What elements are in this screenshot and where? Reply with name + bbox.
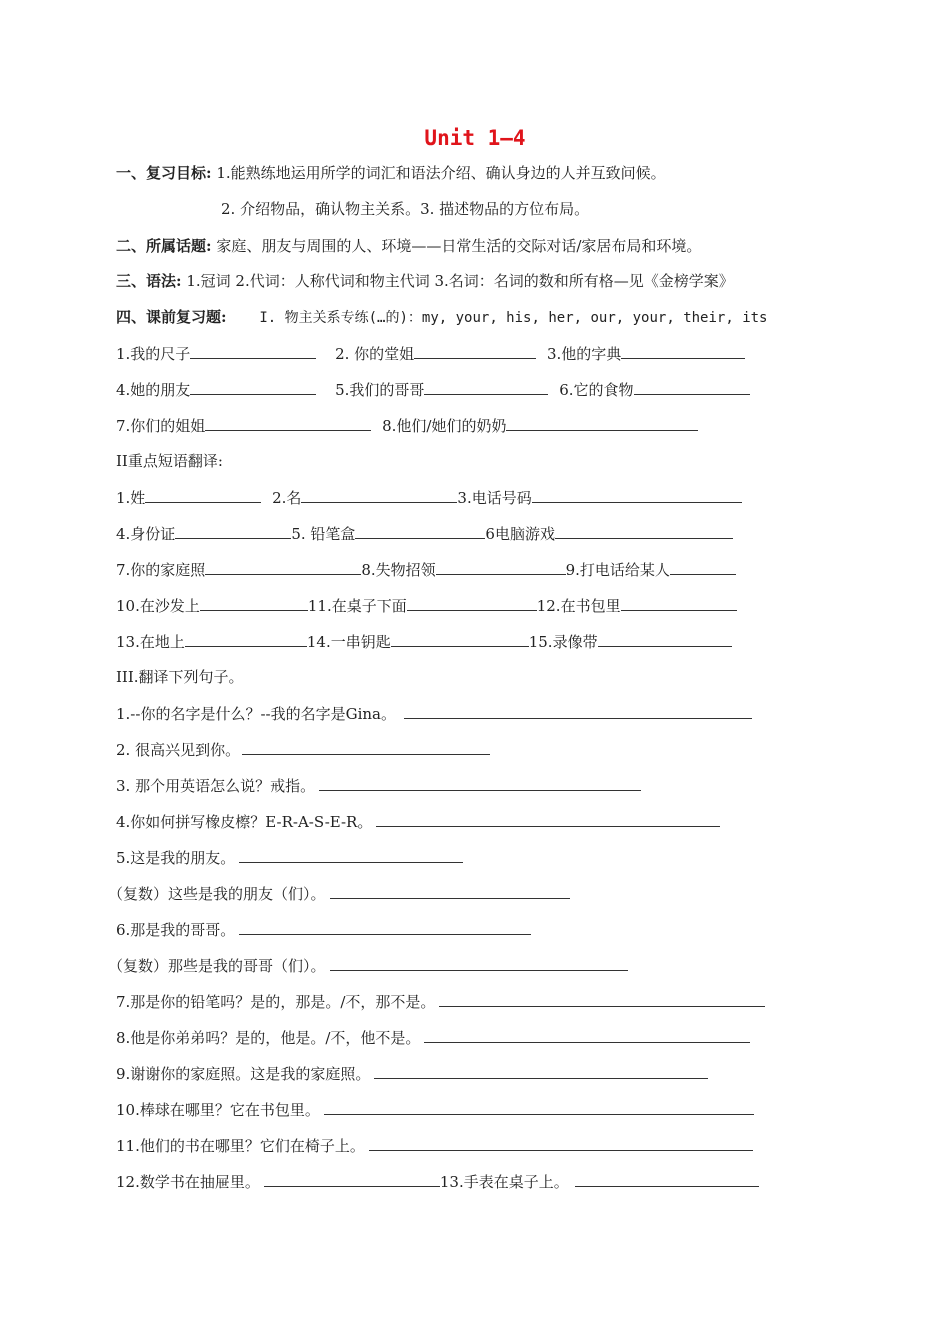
- part-2-row-1: [116, 487, 742, 508]
- answer-blank[interactable]: [391, 631, 529, 647]
- section-2-label: 二、所属话题:: [116, 237, 212, 255]
- answer-blank[interactable]: [621, 343, 745, 359]
- sentence-row: [116, 811, 720, 832]
- answer-blank[interactable]: [242, 739, 490, 755]
- sentence-prompt: 5.这是我的朋友。: [116, 849, 236, 867]
- answer-blank[interactable]: [319, 775, 641, 791]
- sentence-prompt: 13.手表在桌子上。: [439, 1173, 569, 1191]
- sentence-prompt: 9.谢谢你的家庭照。这是我的家庭照。: [116, 1065, 371, 1083]
- sentence-prompt: 3. 那个用英语怎么说？戒指。: [116, 777, 316, 795]
- answer-blank[interactable]: [670, 559, 736, 575]
- section-4-line: [116, 307, 767, 328]
- answer-blank[interactable]: [330, 955, 628, 971]
- answer-blank[interactable]: [205, 415, 371, 431]
- part-2-item: 11.在桌子下面: [307, 597, 407, 615]
- answer-blank[interactable]: [621, 595, 737, 611]
- part-1-item: 8.他们/她们的奶奶: [382, 417, 507, 435]
- part-1-item: 5.我们的哥哥: [335, 381, 425, 399]
- answer-blank[interactable]: [190, 379, 316, 395]
- answer-blank[interactable]: [575, 1171, 759, 1187]
- answer-blank[interactable]: [324, 1099, 754, 1115]
- answer-blank[interactable]: [205, 559, 361, 575]
- part-1-item: 1.我的尺子: [116, 345, 191, 363]
- section-1-label: 一、复习目标:: [116, 164, 212, 182]
- sentence-row: [116, 1063, 708, 1084]
- sentence-prompt: （复数）那些是我的哥哥（们）。: [108, 957, 326, 975]
- part-2-row-2: [116, 523, 733, 544]
- part-1-item: 4.她的朋友: [116, 381, 191, 399]
- answer-blank[interactable]: [404, 703, 752, 719]
- part-2-item: 12.在书包里: [536, 597, 621, 615]
- part-2-item: 3.电话号码: [457, 489, 532, 507]
- part-2-row-3: [116, 559, 736, 580]
- sentence-prompt: 2. 很高兴见到你。: [116, 741, 241, 759]
- part-3-title: III.翻译下列句子。: [116, 668, 244, 686]
- part-2-item: 10.在沙发上: [116, 597, 200, 615]
- sentence-row: [116, 1135, 753, 1156]
- sentence-row: [116, 1171, 759, 1192]
- part-1-item: 3.他的字典: [546, 345, 622, 363]
- part-2-item: 6电脑游戏: [485, 525, 555, 543]
- page-title: Unit 1—4: [424, 126, 526, 150]
- answer-blank[interactable]: [414, 343, 536, 359]
- sentence-prompt: 12.数学书在抽屉里。: [116, 1173, 260, 1191]
- answer-blank[interactable]: [374, 1063, 708, 1079]
- part-2-item: 4.身份证: [116, 525, 176, 543]
- sentence-row: [116, 1027, 750, 1048]
- section-3-line: [116, 271, 734, 291]
- section-1-line-2: [221, 199, 589, 219]
- sentence-prompt: 6.那是我的哥哥。: [116, 921, 236, 939]
- answer-blank[interactable]: [376, 811, 720, 827]
- answer-blank[interactable]: [264, 1171, 440, 1187]
- answer-blank[interactable]: [555, 523, 733, 539]
- answer-blank[interactable]: [145, 487, 261, 503]
- answer-blank[interactable]: [436, 559, 566, 575]
- answer-blank[interactable]: [407, 595, 537, 611]
- sentence-row: [116, 847, 463, 868]
- part-2-row-5: [116, 631, 732, 652]
- sentence-row: [116, 991, 765, 1012]
- part-1-title: I. 物主关系专练(…的)：my, your, his, her, our, your, their, its: [259, 310, 768, 326]
- part-1-item: 6.它的食物: [559, 381, 634, 399]
- part-2-title: II重点短语翻译:: [116, 452, 223, 470]
- sentence-row: [116, 703, 752, 724]
- sentence-prompt: 10.棒球在哪里？它在书包里。: [116, 1101, 320, 1119]
- sentence-row: [116, 919, 531, 940]
- part-2-item: 7.你的家庭照: [116, 561, 206, 579]
- part-1-item: 7.你们的姐姐: [116, 417, 206, 435]
- answer-blank[interactable]: [634, 379, 750, 395]
- part-1-row-2: [116, 379, 750, 400]
- part-1-row-3: [116, 415, 698, 436]
- section-1-text-2: 2. 介绍物品，确认物主关系。3. 描述物品的方位布局。: [221, 200, 590, 218]
- sentence-row: [116, 775, 641, 796]
- answer-blank[interactable]: [239, 919, 531, 935]
- part-2-item: 1.姓: [116, 489, 146, 507]
- section-1-line-1: [116, 163, 666, 183]
- part-2-item: 5. 铅笔盒: [291, 525, 356, 543]
- sentence-prompt: 7.那是你的铅笔吗？是的，那是。/不，那不是。: [116, 993, 436, 1011]
- answer-blank[interactable]: [239, 847, 463, 863]
- section-1-text-1: 1.能熟练地运用所学的词汇和语法介绍、确认身边的人并互致问候。: [216, 164, 666, 182]
- answer-blank[interactable]: [598, 631, 732, 647]
- part-2-item: 14.一串钥匙: [306, 633, 391, 651]
- sentence-row: [116, 739, 490, 760]
- part-2-item: 9.打电话给某人: [565, 561, 670, 579]
- part-2-item: 15.录像带: [528, 633, 598, 651]
- answer-blank[interactable]: [369, 1135, 753, 1151]
- answer-blank[interactable]: [200, 595, 308, 611]
- answer-blank[interactable]: [424, 1027, 750, 1043]
- part-2-row-4: [116, 595, 737, 616]
- part-2-item: 2.名: [272, 489, 302, 507]
- section-2-line: [116, 236, 701, 256]
- sentence-row: [108, 883, 570, 904]
- part-2-item: 13.在地上: [116, 633, 185, 651]
- answer-blank[interactable]: [190, 343, 316, 359]
- part-1-row-1: [116, 343, 745, 364]
- answer-blank[interactable]: [424, 379, 548, 395]
- sentence-row: [108, 955, 628, 976]
- answer-blank[interactable]: [185, 631, 307, 647]
- section-4-label: 四、课前复习题:: [116, 308, 227, 326]
- sentence-prompt: 4.你如何拼写橡皮檫？E-R-A-S-E-R。: [116, 813, 373, 831]
- answer-blank[interactable]: [301, 487, 457, 503]
- sentence-prompt: 11.他们的书在哪里？它们在椅子上。: [116, 1137, 365, 1155]
- part-1-item: 2. 你的堂姐: [335, 345, 415, 363]
- answer-blank[interactable]: [506, 415, 698, 431]
- answer-blank[interactable]: [355, 523, 485, 539]
- section-2-text: 家庭、朋友与周围的人、环境——日常生活的交际对话/家居布局和环境。: [216, 237, 702, 255]
- sentence-prompt: 8.他是你弟弟吗？是的，他是。/不，他不是。: [116, 1029, 421, 1047]
- answer-blank[interactable]: [175, 523, 291, 539]
- section-3-text: 1.冠词 2.代词：人称代词和物主代词 3.名词：名词的数和所有格—见《金榜学案》: [186, 272, 734, 290]
- section-3-label: 三、语法:: [116, 272, 182, 290]
- sentence-row: [116, 1099, 754, 1120]
- sentence-prompt: （复数）这些是我的朋友（们）。: [108, 885, 326, 903]
- answer-blank[interactable]: [532, 487, 742, 503]
- part-2-item: 8.失物招领: [361, 561, 436, 579]
- sentence-prompt: 1.--你的名字是什么？--我的名字是Gina。: [116, 705, 396, 723]
- answer-blank[interactable]: [330, 883, 570, 899]
- answer-blank[interactable]: [439, 991, 765, 1007]
